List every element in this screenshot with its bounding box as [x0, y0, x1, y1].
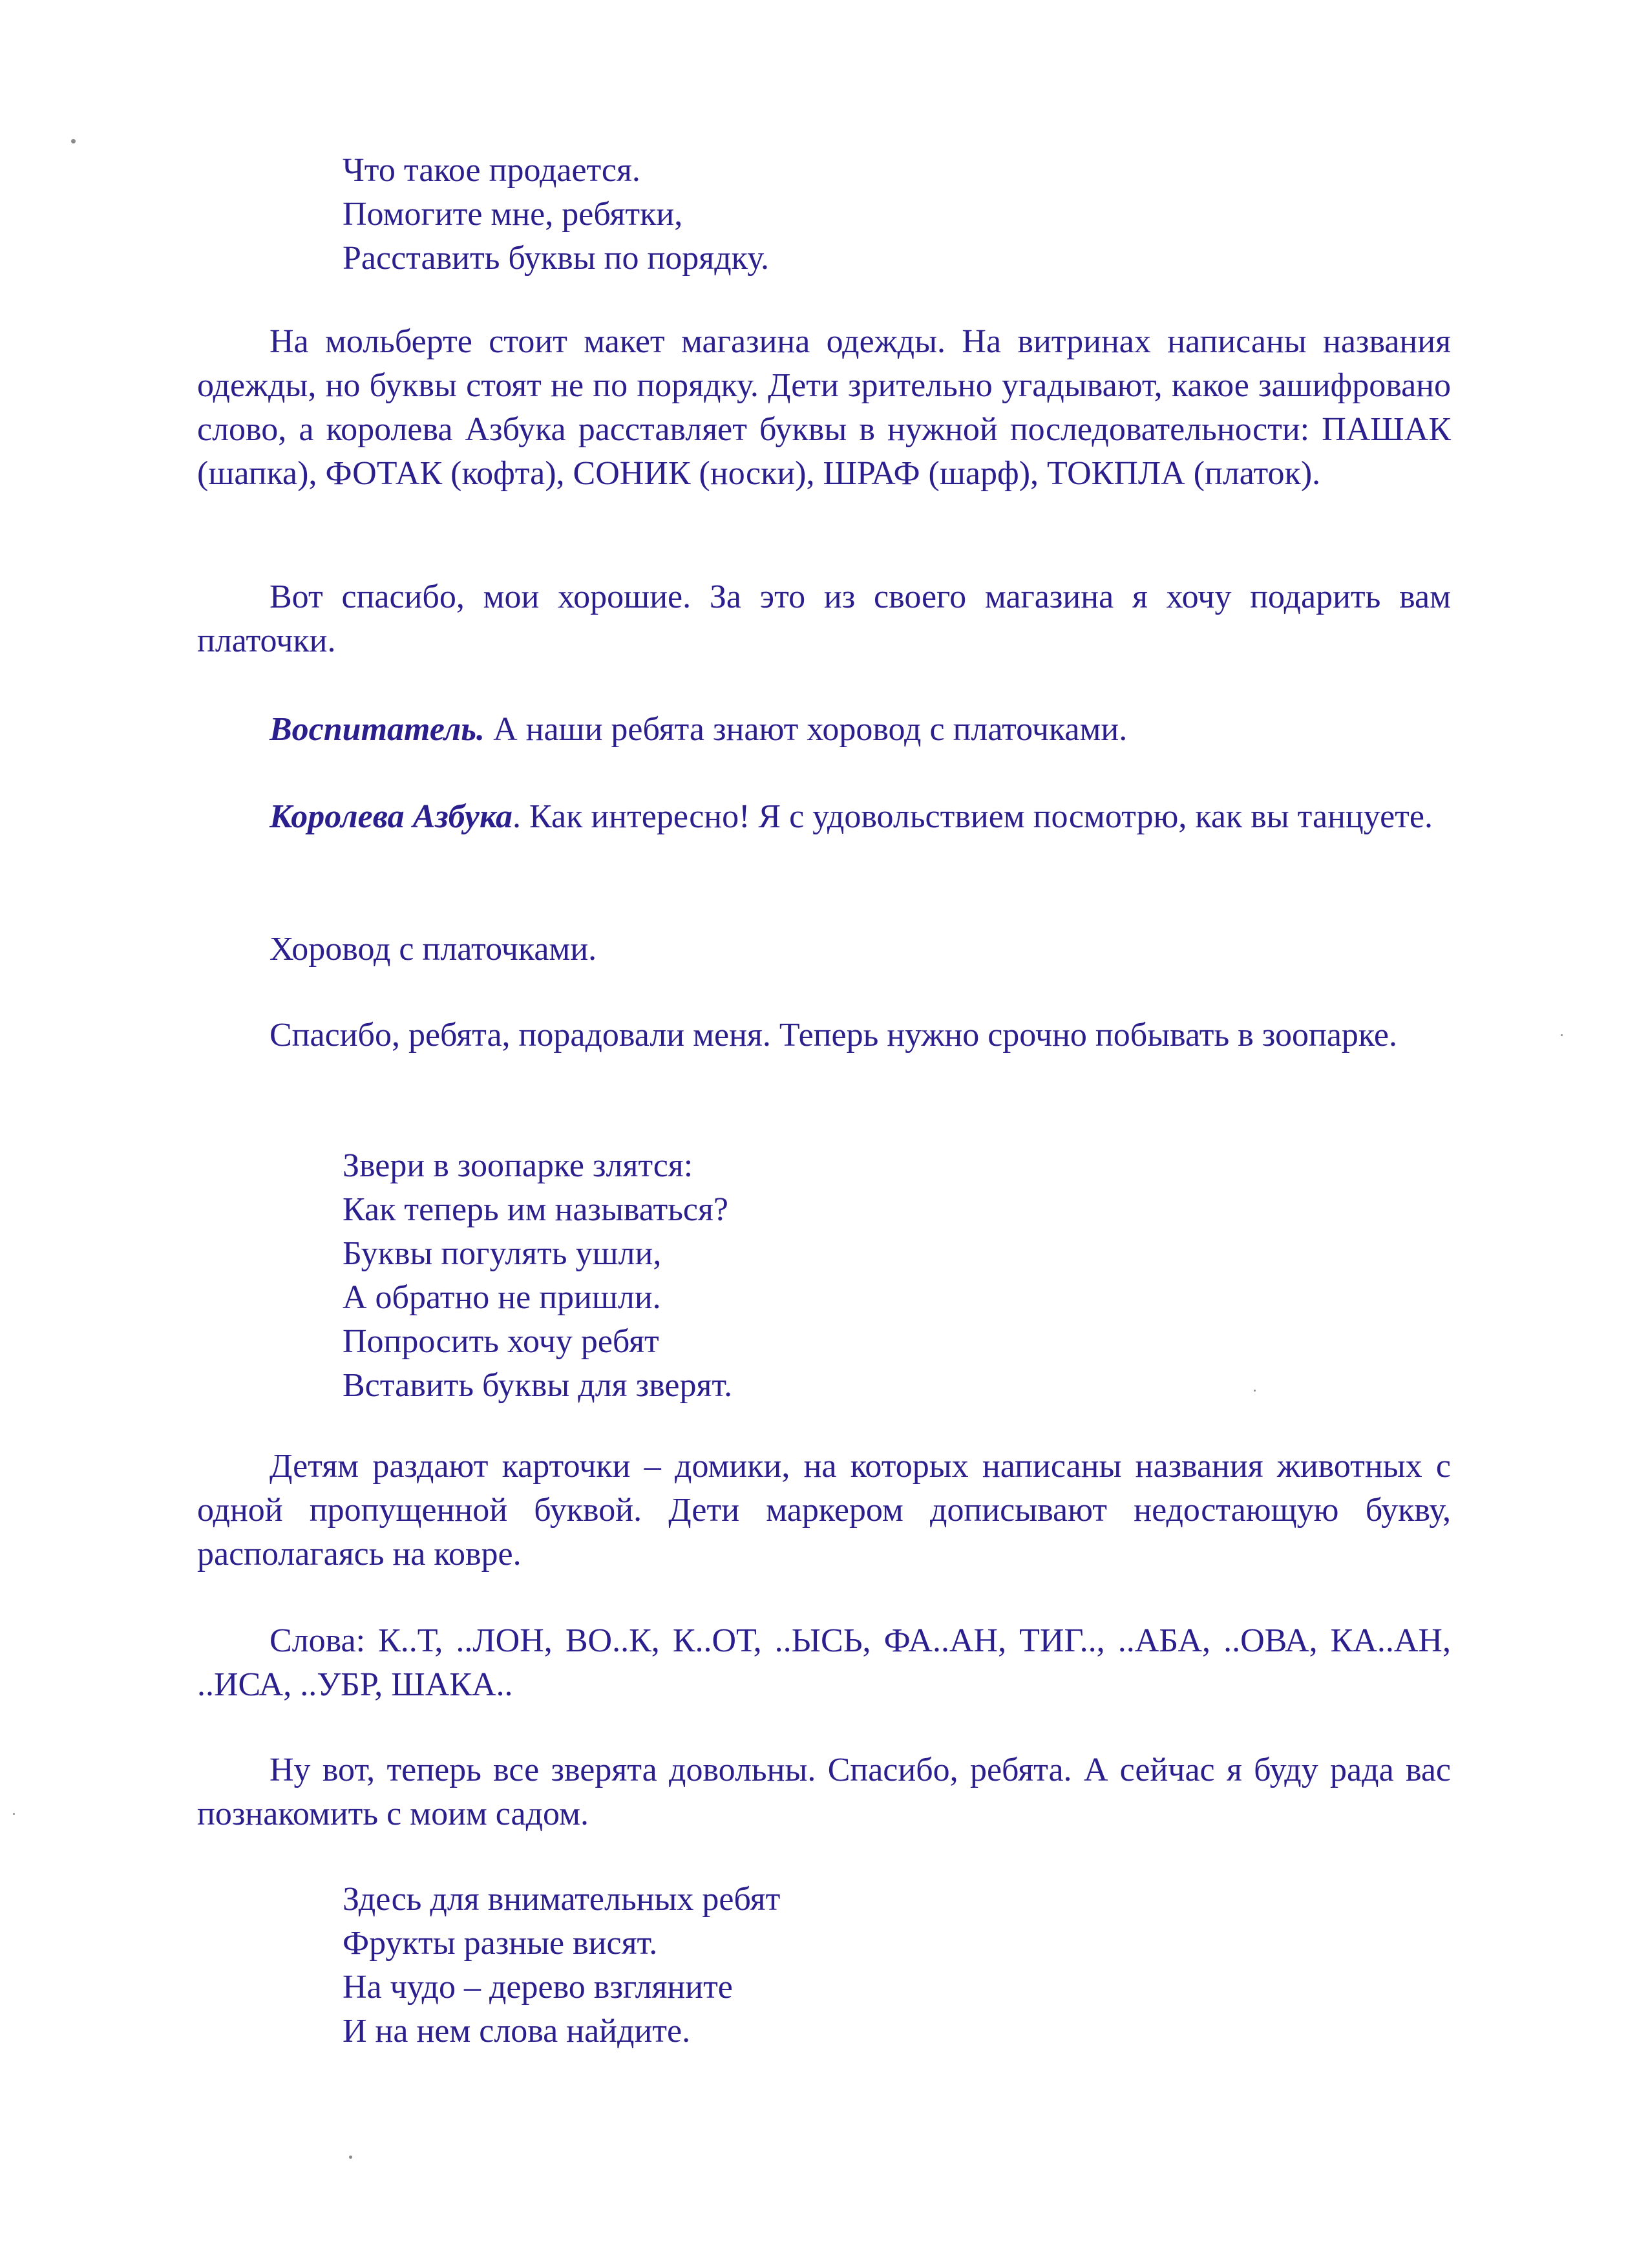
verse-line: А обратно не пришли.	[343, 1279, 661, 1316]
paragraph-words	[197, 1619, 1451, 1707]
paragraph-garden	[197, 1748, 1451, 1836]
verse-line: Как теперь им называться?	[343, 1191, 729, 1228]
scan-speck	[349, 2156, 352, 2159]
scan-speck	[71, 139, 76, 143]
verse-line: Вставить буквы для зверят.	[343, 1367, 733, 1404]
verse-line: И на нем слова найдите.	[343, 2013, 691, 2050]
paragraph-shop-description	[197, 320, 1451, 496]
speaker-text: А наши ребята знают хоровод с платочками.	[485, 711, 1128, 748]
paragraph-text: Слова: К..Т, ..ЛОН, ВО..К, К..ОТ, ..ЫСЬ, ФА..АН, ТИГ.., ..АБА, ..ОВА, КА..АН, ..ИСА, ..УБР, ШАКА..	[197, 1622, 1451, 1703]
paragraph-thanks	[197, 575, 1451, 663]
verse-line: Здесь для внимательных ребят	[343, 1881, 781, 1918]
scan-speck	[1561, 1034, 1563, 1036]
speaker-name: Королева Азбука	[269, 798, 513, 835]
verse-line: Фрукты разные висят.	[343, 1925, 658, 1962]
paragraph-text: Вот спасибо, мои хорошие. За это из своего магазина я хочу подарить вам платочки.	[197, 578, 1451, 659]
paragraph-queen-line	[197, 795, 1451, 839]
speaker-name: Воспитатель.	[269, 711, 485, 748]
verse-zoo	[343, 1144, 1441, 1408]
paragraph-text	[197, 708, 1451, 752]
verse-line: Расставить буквы по порядку.	[343, 240, 770, 277]
paragraph-text: На мольберте стоит макет магазина одежды. На витринах написаны названия одежды, но буквы стоят не по порядку. Дети зрительно угадывают, какое зашифровано слово, а королева Азбука расставляет буквы в нужной последовательности: ПАШАК (шапка), ФОТАК (кофта), СОНИК (носки), ШРАФ (шарф), ТОКПЛА (платок).	[197, 323, 1451, 492]
scan-speck	[13, 1813, 15, 1815]
paragraph-zoo	[197, 1013, 1451, 1057]
verse-line: На чудо – дерево взгляните	[343, 1969, 733, 2006]
verse-shop	[343, 149, 1441, 281]
verse-line: Буквы погулять ушли,	[343, 1235, 662, 1272]
verse-garden	[343, 1878, 1441, 2053]
paragraph-teacher-line	[197, 708, 1451, 752]
paragraph-cards	[197, 1445, 1451, 1576]
verse-line: Помогите мне, ребятки,	[343, 196, 683, 233]
verse-line: Звери в зоопарке злятся:	[343, 1147, 693, 1184]
verse-line: Попросить хочу ребят	[343, 1323, 659, 1360]
scan-speck	[1254, 1390, 1256, 1392]
paragraph-text: Спасибо, ребята, порадовали меня. Теперь нужно срочно побывать в зоопарке.	[269, 1017, 1397, 1054]
paragraph-text: Детям раздают карточки – домики, на которых написаны названия животных с одной пропущенной буквой. Дети маркером дописывают недостающую букву, располагаясь на ковре.	[197, 1448, 1451, 1573]
paragraph-text: Ну вот, теперь все зверята довольны. Спасибо, ребята. А сейчас я буду рада вас познакомить с моим садом.	[197, 1752, 1451, 1832]
paragraph-text: Хоровод с платочками.	[269, 931, 597, 968]
paragraph-text	[197, 795, 1451, 839]
paragraph-dance	[197, 927, 1451, 971]
speaker-text: . Как интересно! Я с удовольствием посмотрю, как вы танцуете.	[512, 798, 1433, 835]
verse-line: Что такое продается.	[343, 152, 640, 189]
